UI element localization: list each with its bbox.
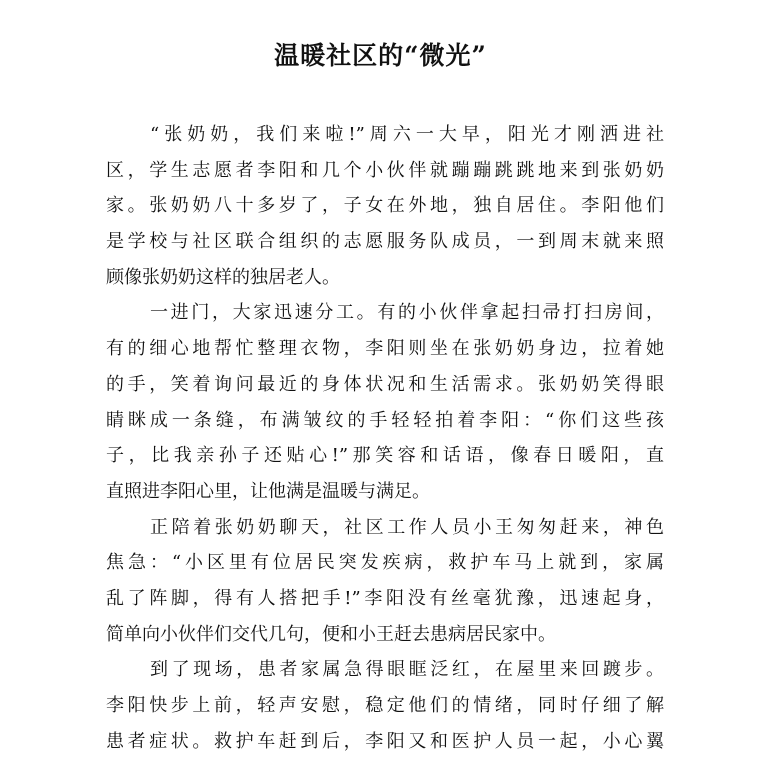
paragraph-line: 乱了阵脚，得有人搭把手!”李阳没有丝毫犹豫，迅速起身， <box>106 587 664 609</box>
paragraph <box>106 295 664 509</box>
paragraph-line: 正陪着张奶奶聊天，社区工作人员小王匆匆赶来，神色 <box>150 516 664 538</box>
paragraph-line: 一进门，大家迅速分工。有的小伙伴拿起扫帚打扫房间， <box>150 302 664 324</box>
paragraph-line: 患者症状。救护车赶到后，李阳又和医护人员一起，小心翼 <box>106 730 664 752</box>
paragraph-line: 到了现场，患者家属急得眼眶泛红，在屋里来回踱步。 <box>150 659 664 681</box>
paragraph-line: 睛眯成一条缝，布满皱纹的手轻轻拍着李阳：“你们这些孩 <box>106 409 664 431</box>
article-title: 温暖社区的“微光” <box>274 41 487 70</box>
paragraph-line: 有的细心地帮忙整理衣物，李阳则坐在张奶奶身边，拉着她 <box>106 338 664 360</box>
paragraph-line: “张奶奶，我们来啦!”周六一大早，阳光才刚洒进社 <box>150 124 664 145</box>
paragraph-line: 简单向小伙伴们交代几句，便和小王赶去患病居民家中。 <box>106 623 556 645</box>
paragraph <box>106 510 664 653</box>
paragraph <box>106 652 664 759</box>
paragraph-line: 焦急：“小区里有位居民突发疾病，救护车马上就到，家属 <box>106 552 664 574</box>
paragraph-line: 的手，笑着询问最近的身体状况和生活需求。张奶奶笑得眼 <box>106 373 664 395</box>
paragraph-line: 顾像张奶奶这样的独居老人。 <box>106 266 340 288</box>
paragraph-line: 直照进李阳心里，让他满是温暖与满足。 <box>106 480 430 502</box>
paragraph-line: 李阳快步上前，轻声安慰，稳定他们的情绪，同时仔细了解 <box>106 695 664 716</box>
article-body <box>106 117 664 759</box>
paragraph-line: 区，学生志愿者李阳和几个小伙伴就蹦蹦跳跳地来到张奶奶 <box>106 159 664 181</box>
paragraph-line: 是学校与社区联合组织的志愿服务队成员，一到周末就来照 <box>106 231 664 253</box>
paragraph <box>106 117 664 295</box>
paragraph-line: 家。张奶奶八十多岁了，子女在外地，独自居住。李阳他们 <box>106 195 664 217</box>
paragraph-line: 子，比我亲孙子还贴心!”那笑容和话语，像春日暖阳，直 <box>106 445 664 467</box>
